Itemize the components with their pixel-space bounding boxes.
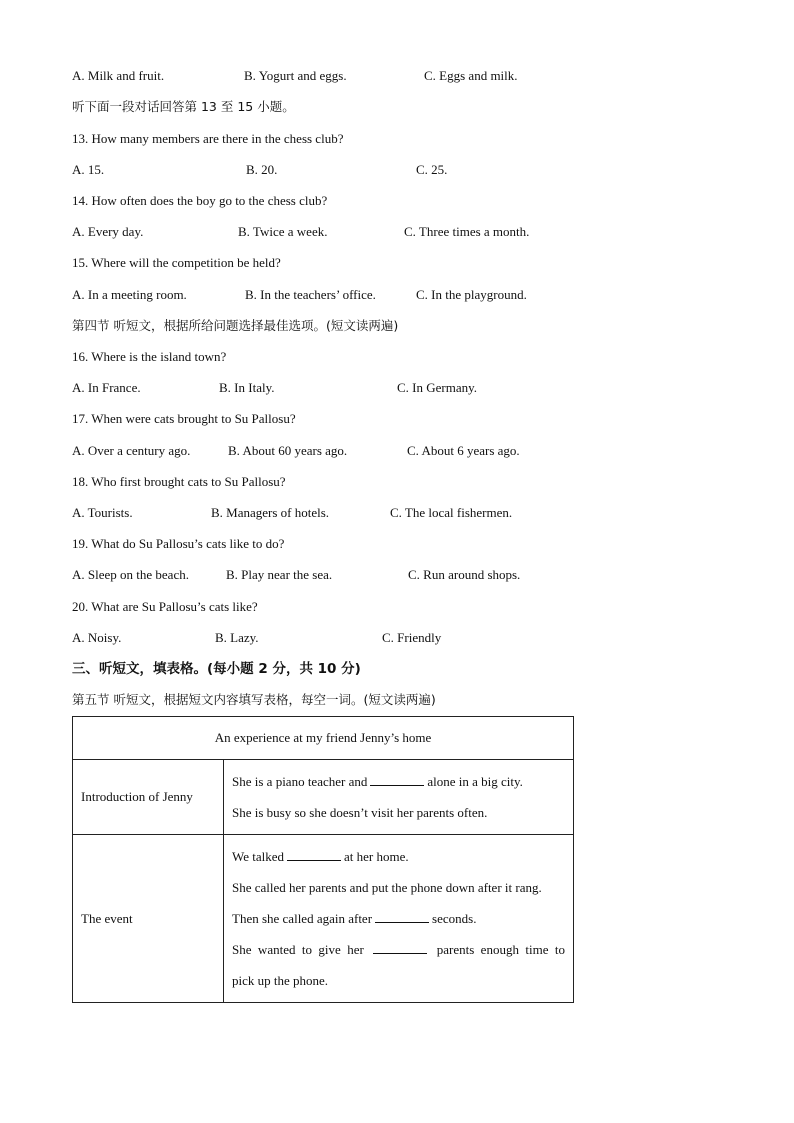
q15-option-c: C. In the playground. (416, 287, 527, 302)
section-13-15-instruction: 听下面一段对话回答第 13 至 15 小题。 (72, 99, 295, 114)
q12-option-a: A. Milk and fruit. (72, 68, 165, 83)
q19-question: 19. What do Su Pallosu’s cats like to do? (72, 536, 285, 551)
event-line-5: pick up the phone. (232, 973, 329, 988)
q14-option-a: A. Every day. (72, 224, 144, 239)
event-line-3-text-a: Then she called again after (232, 911, 373, 926)
event-line-1-text-b: at her home. (344, 849, 409, 864)
q18-option-c: C. The local fishermen. (390, 505, 513, 520)
q20-option-c: C. Friendly (382, 630, 442, 645)
q15-option-a: A. In a meeting room. (72, 287, 187, 302)
q12-option-b: B. Yogurt and eggs. (244, 68, 347, 83)
event-line-1-text-a: We talked (232, 849, 285, 864)
q14-option-b: B. Twice a week. (238, 224, 328, 239)
answer-blank-4[interactable] (373, 942, 427, 954)
q18-option-b: B. Managers of hotels. (211, 505, 330, 520)
q17-option-b: B. About 60 years ago. (228, 443, 348, 458)
q20-question: 20. What are Su Pallosu’s cats like? (72, 599, 258, 614)
q16-question: 16. Where is the island town? (72, 349, 227, 364)
event-line-3-text-b: seconds. (432, 911, 477, 926)
event-line-3 (232, 903, 565, 934)
row-label-event: The event (73, 835, 224, 1003)
q19-option-b: B. Play near the sea. (226, 567, 333, 582)
table-title: An experience at my friend Jenny’s home (73, 717, 574, 760)
event-line-2: She called her parents and put the phone down after it rang. (232, 880, 542, 895)
row-label-introduction: Introduction of Jenny (73, 760, 224, 835)
part3-heading: 三、听短文，填表格。(每小题 2 分，共 10 分) (72, 661, 361, 677)
fill-in-table (72, 716, 574, 1003)
event-line-4-text-b: parents enough time to (436, 942, 566, 957)
q13-option-a: A. 15. (72, 162, 105, 177)
event-line-1 (232, 841, 565, 872)
q17-question: 17. When were cats brought to Su Pallosu? (72, 411, 296, 426)
intro-line-1-text-a: She is a piano teacher and (232, 774, 368, 789)
q14-question: 14. How often does the boy go to the chess club? (72, 193, 328, 208)
q19-option-a: A. Sleep on the beach. (72, 567, 189, 582)
q17-option-c: C. About 6 years ago. (407, 443, 520, 458)
q17-option-a: A. Over a century ago. (72, 443, 191, 458)
q18-option-a: A. Tourists. (72, 505, 133, 520)
q13-option-b: B. 20. (246, 162, 278, 177)
intro-line-2: She is busy so she doesn’t visit her parents often. (232, 805, 488, 820)
answer-blank-1[interactable] (370, 774, 424, 786)
intro-line-1 (232, 766, 565, 797)
q15-question: 15. Where will the competition be held? (72, 255, 281, 270)
row-content-introduction (224, 760, 574, 835)
answer-blank-2[interactable] (287, 849, 341, 861)
q14-option-c: C. Three times a month. (404, 224, 530, 239)
q13-question: 13. How many members are there in the chess club? (72, 131, 344, 146)
q16-option-a: A. In France. (72, 380, 141, 395)
q20-option-b: B. Lazy. (215, 630, 259, 645)
q12-option-c: C. Eggs and milk. (424, 68, 518, 83)
q16-option-b: B. In Italy. (219, 380, 275, 395)
row-content-event (224, 835, 574, 1003)
q18-question: 18. Who first brought cats to Su Pallosu? (72, 474, 286, 489)
answer-blank-3[interactable] (375, 911, 429, 923)
q16-option-c: C. In Germany. (397, 380, 478, 395)
q20-option-a: A. Noisy. (72, 630, 122, 645)
q19-option-c: C. Run around shops. (408, 567, 521, 582)
event-line-4 (232, 934, 565, 965)
q15-option-b: B. In the teachers’ office. (245, 287, 376, 302)
intro-line-1-text-b: alone in a big city. (427, 774, 523, 789)
event-line-4-text-a: She wanted to give her (232, 942, 364, 957)
q13-option-c: C. 25. (416, 162, 448, 177)
part5-instruction: 第五节 听短文，根据短文内容填写表格，每空一词。(短文读两遍) (72, 692, 436, 707)
part4-instruction: 第四节 听短文，根据所给问题选择最佳选项。(短文读两遍) (72, 318, 399, 333)
